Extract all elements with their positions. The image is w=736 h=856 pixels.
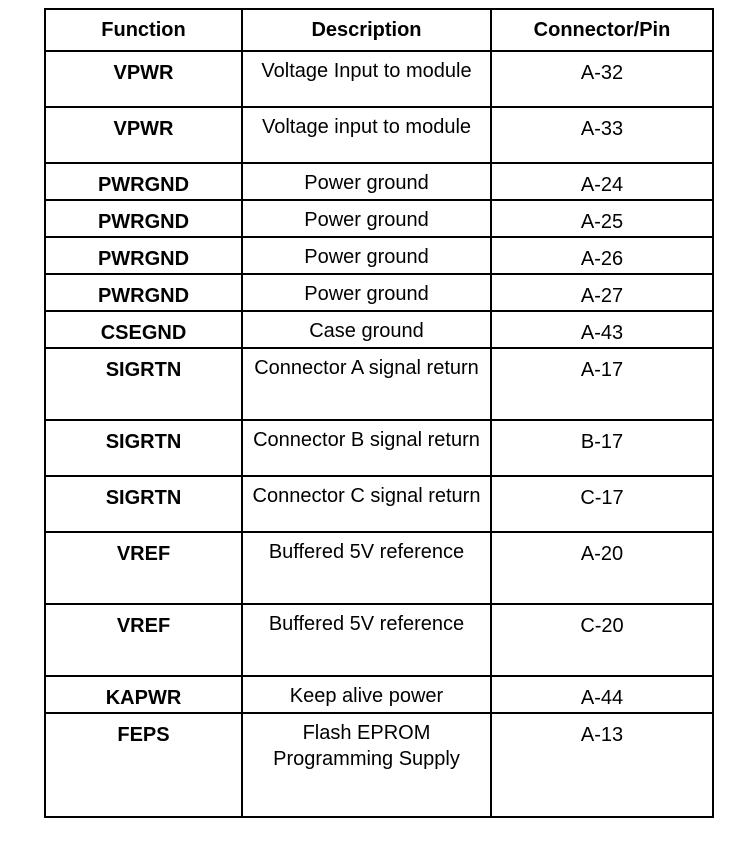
table-row bbox=[45, 274, 713, 311]
function-cell: SIGRTN bbox=[45, 476, 242, 532]
function-cell: VPWR bbox=[45, 107, 242, 163]
description-cell: Voltage input to module bbox=[242, 107, 491, 163]
table-row bbox=[45, 713, 713, 817]
table-row bbox=[45, 532, 713, 604]
pin-cell: A-25 bbox=[491, 200, 713, 237]
pin-cell: C-17 bbox=[491, 476, 713, 532]
table-row bbox=[45, 676, 713, 713]
function-cell: PWRGND bbox=[45, 237, 242, 274]
table-row bbox=[45, 604, 713, 676]
table-row bbox=[45, 420, 713, 476]
pin-cell: A-27 bbox=[491, 274, 713, 311]
pin-cell: A-20 bbox=[491, 532, 713, 604]
header-function: Function bbox=[45, 9, 242, 51]
table-row bbox=[45, 107, 713, 163]
pin-cell: C-20 bbox=[491, 604, 713, 676]
function-cell: VPWR bbox=[45, 51, 242, 107]
description-cell: Power ground bbox=[242, 200, 491, 237]
function-cell: CSEGND bbox=[45, 311, 242, 348]
pin-cell: A-43 bbox=[491, 311, 713, 348]
table-row bbox=[45, 51, 713, 107]
function-cell: KAPWR bbox=[45, 676, 242, 713]
function-cell: PWRGND bbox=[45, 200, 242, 237]
description-cell: Connector B signal return bbox=[242, 420, 491, 476]
table-row bbox=[45, 476, 713, 532]
pin-cell: A-32 bbox=[491, 51, 713, 107]
function-cell: PWRGND bbox=[45, 163, 242, 200]
header-description: Description bbox=[242, 9, 491, 51]
function-cell: VREF bbox=[45, 532, 242, 604]
pin-cell: A-24 bbox=[491, 163, 713, 200]
table-row bbox=[45, 311, 713, 348]
header-connector-pin: Connector/Pin bbox=[491, 9, 713, 51]
table-row bbox=[45, 348, 713, 420]
description-cell: Connector C signal return bbox=[242, 476, 491, 532]
pin-function-table bbox=[44, 8, 714, 818]
pin-cell: B-17 bbox=[491, 420, 713, 476]
pin-cell: A-26 bbox=[491, 237, 713, 274]
description-cell: Buffered 5V reference bbox=[242, 604, 491, 676]
table-row bbox=[45, 200, 713, 237]
table-row bbox=[45, 163, 713, 200]
function-cell: FEPS bbox=[45, 713, 242, 817]
pin-cell: A-44 bbox=[491, 676, 713, 713]
description-cell: Voltage Input to module bbox=[242, 51, 491, 107]
description-cell: Case ground bbox=[242, 311, 491, 348]
function-cell: PWRGND bbox=[45, 274, 242, 311]
pin-cell: A-17 bbox=[491, 348, 713, 420]
description-cell: Power ground bbox=[242, 163, 491, 200]
description-cell: Keep alive power bbox=[242, 676, 491, 713]
function-cell: VREF bbox=[45, 604, 242, 676]
description-cell: Connector A signal return bbox=[242, 348, 491, 420]
pin-cell: A-13 bbox=[491, 713, 713, 817]
description-cell: Power ground bbox=[242, 237, 491, 274]
table-row bbox=[45, 237, 713, 274]
pin-cell: A-33 bbox=[491, 107, 713, 163]
description-cell: Flash EPROM Programming Supply bbox=[242, 713, 491, 817]
table-header-row bbox=[45, 9, 713, 51]
function-cell: SIGRTN bbox=[45, 348, 242, 420]
function-cell: SIGRTN bbox=[45, 420, 242, 476]
description-cell: Power ground bbox=[242, 274, 491, 311]
description-cell: Buffered 5V reference bbox=[242, 532, 491, 604]
